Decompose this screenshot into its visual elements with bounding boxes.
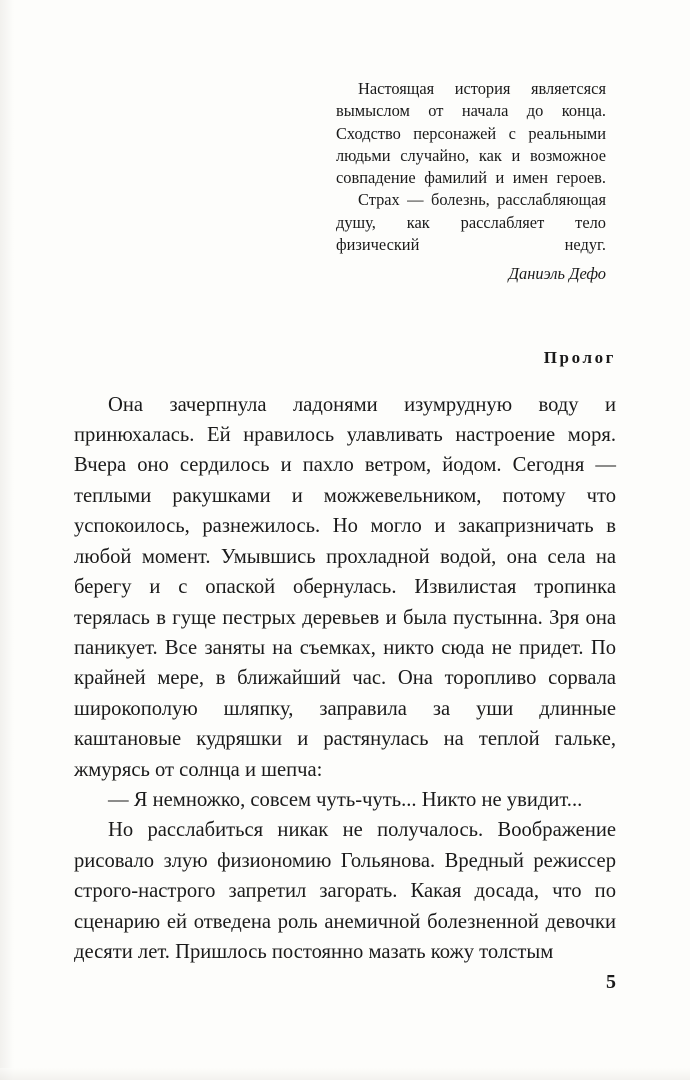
body-paragraph-3: Но расслабиться никак не получалось. Воображение рисовало злую физиономию Гольянова. Вредный режиссер строго-настрого запретил загорать. Какая досада, что по сценарию ей отведена роль анемичной болезненной девочки десяти лет. Пришлось постоянно мазать кожу толстым [74, 819, 616, 963]
epigraph-paragraph-2: Страх — болезнь, расслабляющая душу, как расслабляет тело физический недуг. [336, 190, 606, 255]
section-heading: Пролог [543, 347, 616, 367]
epigraph-paragraph-1: Настоящая история являетсяся вымыслом от начала до конца. Сходство персонажей с реальными людьми случайно, как и возможное совпадение фамилий и имен героев. [336, 79, 606, 188]
body-paragraph-2: — Я немножко, совсем чуть-чуть... Никто не увидит... [108, 788, 583, 811]
body-paragraph-1: Она зачерпнула ладонями изумрудную воду и принюхалась. Ей нравилось улавливать настроение моря. Вчера оно сердилось и пахло ветром, йодом. Сегодня — теплыми ракушками и можжевельником, потому что успокоилось, разнежилось. Но могло и закапризничать в любой момент. Умывшись прохладной водой, она села на берегу и с опаской обернулась. Извилистая тропинка терялась в гуще пестрых деревьев и была пустынна. Зря она паникует. Все заняты на съемках, никто сюда не придет. По крайней мере, в ближайший час. Она торопливо сорвала широкополую шляпку, заправила за уши длинные каштановые кудряшки и растянулась на теплой гальке, жмурясь от солнца и шепча: [74, 393, 616, 781]
epigraph-block [336, 78, 606, 286]
epigraph-attribution: Даниэль Дефо [508, 264, 606, 284]
page-number: 5 [606, 971, 616, 993]
body-text [74, 390, 616, 968]
page-content [74, 78, 616, 967]
